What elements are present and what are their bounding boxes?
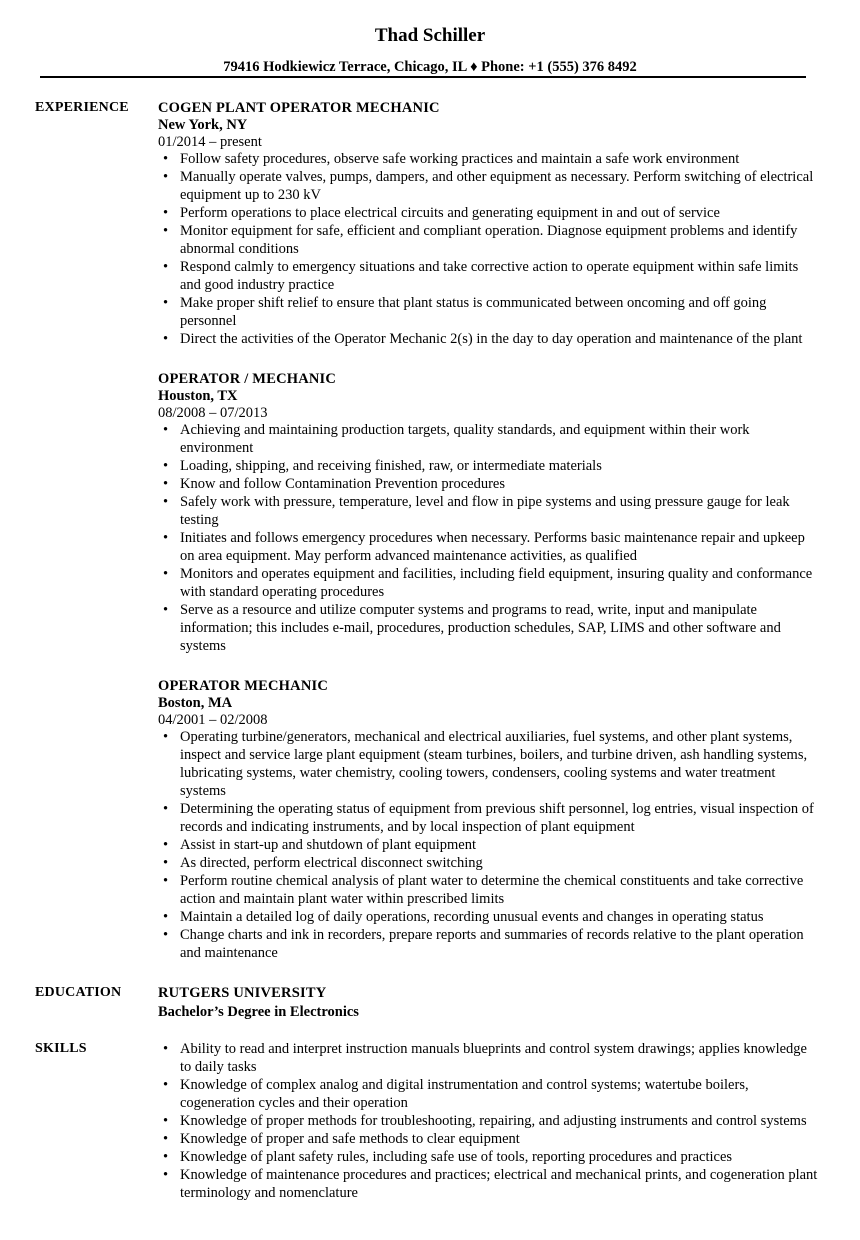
job-bullet-list [158, 150, 820, 348]
job-bullet: • Perform routine chemical analysis of plant water to determine the chemical constituents and take corrective action and maintain plant water within prescribed limits [180, 872, 820, 908]
resume-header [0, 0, 860, 75]
skill-item: • Knowledge of proper methods for troubleshooting, repairing, and adjusting instruments and control systems [180, 1112, 820, 1130]
job-bullet: • Manually operate valves, pumps, dampers, and other equipment as necessary. Perform switching of electrical equipment up to 230 kV [180, 168, 820, 204]
job-bullet: • Monitors and operates equipment and facilities, including field equipment, insuring quality and conformance with standard operating procedures [180, 565, 820, 601]
job-title: COGEN PLANT OPERATOR MECHANIC [158, 100, 440, 116]
skill-item: • Knowledge of complex analog and digital instrumentation and control systems; watertube boilers, cogeneration cycles and their operation [180, 1076, 820, 1112]
education-body [158, 984, 820, 1022]
job-location: Houston, TX [158, 388, 238, 404]
section-label-education: EDUCATION [35, 985, 122, 1000]
contact-line: 79416 Hodkiewicz Terrace, Chicago, IL ♦ Phone: +1 (555) 376 8492 [223, 59, 637, 75]
job-dates: 01/2014 – present [158, 134, 262, 150]
experience-list [158, 99, 820, 962]
job-bullet: • Follow safety procedures, observe safe working practices and maintain a safe work environment [180, 150, 820, 168]
job-entry [158, 370, 820, 655]
job-dates: 08/2008 – 07/2013 [158, 405, 268, 421]
job-bullet: • Loading, shipping, and receiving finished, raw, or intermediate materials [180, 457, 820, 475]
job-bullet: • Determining the operating status of equipment from previous shift personnel, log entries, visual inspection of records and indicating instruments, and by local inspection of plant equipment [180, 800, 820, 836]
degree: Bachelor’s Degree in Electronics [158, 1004, 359, 1020]
school-name: RUTGERS UNIVERSITY [158, 985, 327, 1001]
skill-item: • Knowledge of maintenance procedures and practices; electrical and mechanical prints, and cogeneration plant terminology and nomenclature [180, 1166, 820, 1202]
job-dates: 04/2001 – 02/2008 [158, 712, 268, 728]
job-title: OPERATOR / MECHANIC [158, 371, 337, 387]
candidate-name: Thad Schiller [374, 25, 486, 46]
job-bullet-list [158, 728, 820, 962]
job-bullet: • Change charts and ink in recorders, prepare reports and summaries of records relative to the plant operation and maintenance [180, 926, 820, 962]
job-bullet: • Serve as a resource and utilize computer systems and programs to read, write, input and manipulate information; this includes e-mail, procedures, production schedules, SAP, LIMS and other software and systems [180, 601, 820, 655]
skill-item: • Knowledge of plant safety rules, including safe use of tools, reporting procedures and practices [180, 1148, 820, 1166]
section-label-skills: SKILLS [35, 1041, 87, 1056]
job-bullet: • Achieving and maintaining production targets, quality standards, and equipment within their work environment [180, 421, 820, 457]
job-entry [158, 677, 820, 962]
skill-item: • Knowledge of proper and safe methods to clear equipment [180, 1130, 820, 1148]
education-section [0, 984, 860, 1022]
skill-item: • Ability to read and interpret instruction manuals blueprints and control system drawings; applies knowledge to daily tasks [180, 1040, 820, 1076]
skills-list [158, 1040, 820, 1202]
job-bullet: • Direct the activities of the Operator Mechanic 2(s) in the day to day operation and maintenance of the plant [180, 330, 820, 348]
job-entry [158, 99, 820, 348]
job-bullet: • Perform operations to place electrical circuits and generating equipment in and out of service [180, 204, 820, 222]
job-bullet: • Operating turbine/generators, mechanical and electrical auxiliaries, fuel systems, and other plant systems, inspect and service large plant equipment (steam turbines, boilers, and turbine driven, ash handling systems, lubricating systems, water chemistry, cooling towers, condensers, cooling systems and water treatment systems [180, 728, 820, 800]
job-bullet: • Safely work with pressure, temperature, level and flow in pipe systems and using pressure gauge for leak testing [180, 493, 820, 529]
skills-body [158, 1040, 820, 1202]
section-label-experience: EXPERIENCE [35, 100, 129, 115]
job-bullet: • Know and follow Contamination Prevention procedures [180, 475, 820, 493]
job-bullet: • As directed, perform electrical disconnect switching [180, 854, 820, 872]
job-bullet: • Assist in start-up and shutdown of plant equipment [180, 836, 820, 854]
experience-section [0, 99, 860, 962]
job-location: New York, NY [158, 117, 248, 133]
job-bullet-list [158, 421, 820, 655]
job-title: OPERATOR MECHANIC [158, 678, 329, 694]
header-divider [40, 76, 806, 78]
job-bullet: • Initiates and follows emergency procedures when necessary. Performs basic maintenance repair and upkeep on area equipment. May perform advanced maintenance activities, as qualified [180, 529, 820, 565]
job-location: Boston, MA [158, 695, 233, 711]
resume-content [0, 99, 860, 1202]
job-bullet: • Monitor equipment for safe, efficient and compliant operation. Diagnose equipment problems and identify abnormal conditions [180, 222, 820, 258]
job-bullet: • Respond calmly to emergency situations and take corrective action to operate equipment within safe limits and good industry practice [180, 258, 820, 294]
skills-section [0, 1040, 860, 1202]
job-bullet: • Make proper shift relief to ensure that plant status is communicated between oncoming and off going personnel [180, 294, 820, 330]
job-bullet: • Maintain a detailed log of daily operations, recording unusual events and changes in operating status [180, 908, 820, 926]
